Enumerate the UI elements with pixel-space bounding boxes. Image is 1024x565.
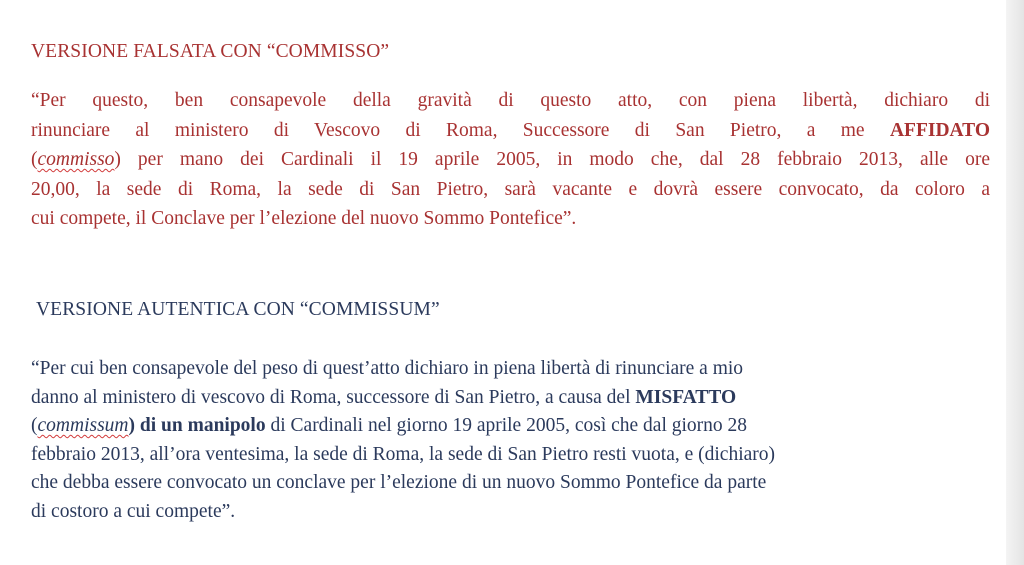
spellcheck-word-commissum[interactable]: commissum [37,415,129,437]
bold-manipolo: di un manipolo [139,415,266,437]
text-line: rinunciare al ministero di Vescovo di Roma, Successore di San Pietro, a me AFFIDATO [31,119,990,141]
text-line: 20,00, la sede di Roma, la sede di San Pietro, sarà vacante e dovrà essere convocato, da coloro a [31,178,990,200]
spellcheck-word-commisso[interactable]: commisso [37,149,115,171]
text-line: danno al ministero di vescovo di Roma, successore di San Pietro, a causa del MISFATTO [31,386,737,408]
text-line: “Per cui ben consapevole del peso di quest’atto dichiaro in piena libertà di rinunciare a mio [31,358,744,379]
text-line: (commissum) di un manipolo di Cardinali nel giorno 19 aprile 2005, così che dal giorno 28 [31,415,748,437]
text-line: (commisso) per mano dei Cardinali il 19 aprile 2005, in modo che, dal 28 febbraio 2013, alle ore [31,149,990,171]
text-line: cui compete, il Conclave per l’elezione del nuovo Sommo Pontefice”. [31,208,577,230]
text-line: “Per questo, ben consapevole della gravità di questo atto, con piena libertà, dichiaro di [31,90,990,111]
paragraph-falsata [31,86,990,234]
bold-affidato: AFFIDATO [889,119,990,141]
text-line: febbraio 2013, all’ora ventesima, la sede di Roma, la sede di San Pietro resti vuota, e (dichiaro) [31,443,776,465]
bold-misfatto: MISFATTO [635,386,737,408]
paragraph-autentica [31,355,993,527]
window-edge [1006,0,1024,565]
text-line: di costoro a cui compete”. [31,500,236,522]
heading-falsata: VERSIONE FALSATA CON “COMMISSO” [31,41,390,62]
heading-autentica: VERSIONE AUTENTICA CON “COMMISSUM” [36,299,440,320]
text-line: che debba essere convocato un conclave per l’elezione di un nuovo Sommo Pontefice da parte [31,472,767,494]
